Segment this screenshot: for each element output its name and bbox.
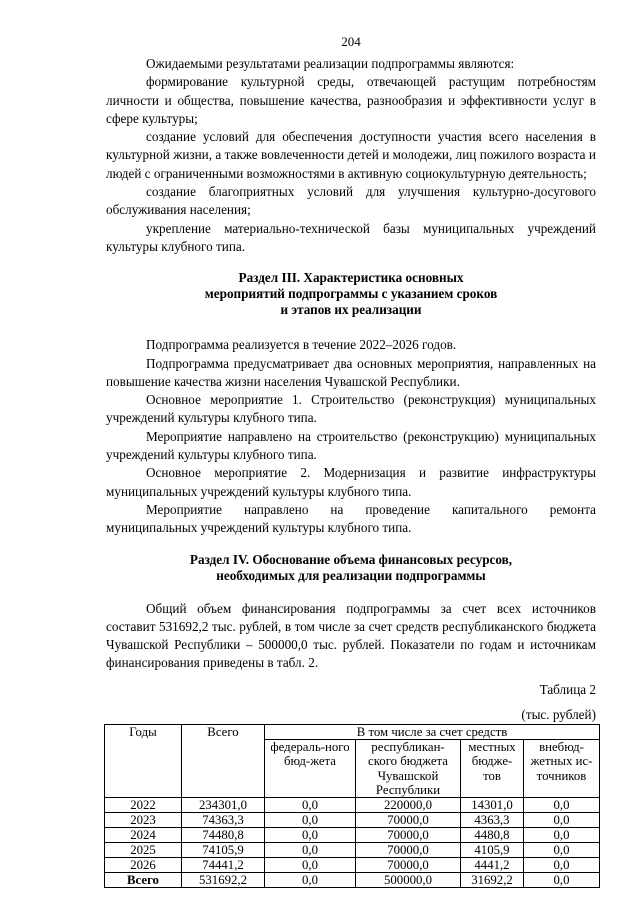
cell-total: 74105,9 — [182, 843, 265, 858]
cell-federal: 0,0 — [265, 798, 356, 813]
cell-year: 2022 — [105, 798, 182, 813]
section-4-paragraph: Общий объем финансирования подпрограммы за счет всех источников составит 531692,2 тыс. рублей, в том числе за счет средств республиканского бюджета Чувашской Республики – 500000,0 тыс. рублей. Показатели по годам и источникам финансирования приведены в табл. 2. — [106, 600, 596, 671]
table-row — [105, 813, 600, 828]
cell-total: 234301,0 — [182, 798, 265, 813]
intro-paragraph: Ожидаемыми результатами реализации подпрограммы являются: — [146, 56, 515, 71]
header-years: Годы — [105, 724, 182, 797]
cell-republican: 70000,0 — [356, 843, 461, 858]
cell-total: 531692,2 — [182, 873, 265, 888]
cell-federal: 0,0 — [265, 813, 356, 828]
cell-local: 4480,8 — [461, 828, 524, 843]
header-federal: федераль-ного бюд-жета — [265, 740, 356, 798]
header-republican: республикан-ского бюджета Чувашской Республики — [356, 740, 461, 798]
cell-federal: 0,0 — [265, 828, 356, 843]
section-3-paragraph: Подпрограмма предусматривает два основных мероприятия, направленных на повышение качества жизни населения Чувашской Республики. — [106, 355, 596, 389]
document-page — [106, 34, 596, 888]
table-row — [105, 828, 600, 843]
intro-paragraph: формирование культурной среды, отвечающей растущим потребностям личности и общества, повышение качества, разнообразия и эффективности услуг в сфере культуры; — [106, 74, 596, 126]
section-3-paragraph: Мероприятие направлено на строительство (реконструкцию) муниципальных учреждений культуры клубного типа. — [106, 428, 596, 463]
intro-paragraph: укрепление материально-технической базы муниципальных учреждений культуры клубного типа. — [106, 220, 596, 254]
section-4-title-line: Раздел IV. Обоснование объема финансовых ресурсов, — [189, 551, 513, 567]
section-3-title-line: Раздел III. Характеристика основных — [238, 270, 464, 286]
cell-local: 4363,3 — [461, 813, 524, 828]
cell-extrabudgetary: 0,0 — [524, 873, 600, 888]
table-caption: Таблица 2 — [539, 681, 596, 697]
header-local: местных бюдже-тов — [461, 740, 524, 798]
cell-federal: 0,0 — [265, 843, 356, 858]
cell-republican: 70000,0 — [356, 813, 461, 828]
section-3-paragraph: Подпрограмма реализуется в течение 2022–2026 годов. — [146, 337, 457, 353]
financing-table — [104, 724, 600, 888]
cell-year: 2026 — [105, 858, 182, 873]
table-units: (тыс. рублей) — [521, 706, 596, 722]
cell-year: 2023 — [105, 813, 182, 828]
intro-paragraph: создание условий для обеспечения доступности участия всего населения в культурной жизни, а также вовлеченности детей и молодежи, лиц пожилого возраста и людей с ограниченными возможностями в активную социокультурную деятельность; — [106, 129, 596, 181]
cell-local: 4105,9 — [461, 843, 524, 858]
cell-extrabudgetary: 0,0 — [524, 858, 600, 873]
table-row — [105, 858, 600, 873]
cell-total-label: Всего — [105, 873, 182, 888]
cell-federal: 0,0 — [265, 858, 356, 873]
cell-republican: 70000,0 — [356, 828, 461, 843]
section-3-paragraph: Основное мероприятие 2. Модернизация и развитие инфраструктуры муниципальных учреждений культуры клубного типа. — [106, 465, 596, 499]
section-4-title-line: необходимых для реализации подпрограммы — [216, 567, 486, 583]
section-3-paragraph: Основное мероприятие 1. Строительство (реконструкция) муниципальных учреждений культуры клубного типа. — [106, 392, 596, 426]
cell-republican: 70000,0 — [356, 858, 461, 873]
cell-total: 74441,2 — [182, 858, 265, 873]
cell-extrabudgetary: 0,0 — [524, 798, 600, 813]
header-group: В том числе за счет средств — [265, 724, 600, 740]
cell-local: 4441,2 — [461, 858, 524, 873]
table-total-row — [105, 873, 600, 888]
cell-federal: 0,0 — [265, 873, 356, 888]
cell-local: 14301,0 — [461, 798, 524, 813]
cell-local: 31692,2 — [461, 873, 524, 888]
header-extrabudgetary: внебюд-жетных ис-точников — [524, 740, 600, 798]
table-row — [105, 843, 600, 858]
cell-extrabudgetary: 0,0 — [524, 813, 600, 828]
section-3-title-line: мероприятий подпрограммы с указанием сроков — [204, 286, 498, 302]
cell-total: 74363,3 — [182, 813, 265, 828]
section-4-heading — [106, 552, 596, 584]
cell-republican: 500000,0 — [356, 873, 461, 888]
cell-total: 74480,8 — [182, 828, 265, 843]
cell-year: 2024 — [105, 828, 182, 843]
section-3-title-line: и этапов их реализации — [280, 302, 422, 318]
cell-extrabudgetary: 0,0 — [524, 828, 600, 843]
cell-extrabudgetary: 0,0 — [524, 843, 600, 858]
cell-republican: 220000,0 — [356, 798, 461, 813]
table-row — [105, 798, 600, 813]
section-3-paragraph: Мероприятие направлено на проведение капитального ремонта муниципальных учреждений культуры клубного типа. — [106, 501, 596, 536]
page-number: 204 — [341, 34, 361, 49]
cell-year: 2025 — [105, 843, 182, 858]
section-3-heading — [106, 270, 596, 318]
header-total: Всего — [182, 724, 265, 797]
intro-paragraph: создание благоприятных условий для улучшения культурно-досугового обслуживания населения; — [106, 184, 596, 218]
